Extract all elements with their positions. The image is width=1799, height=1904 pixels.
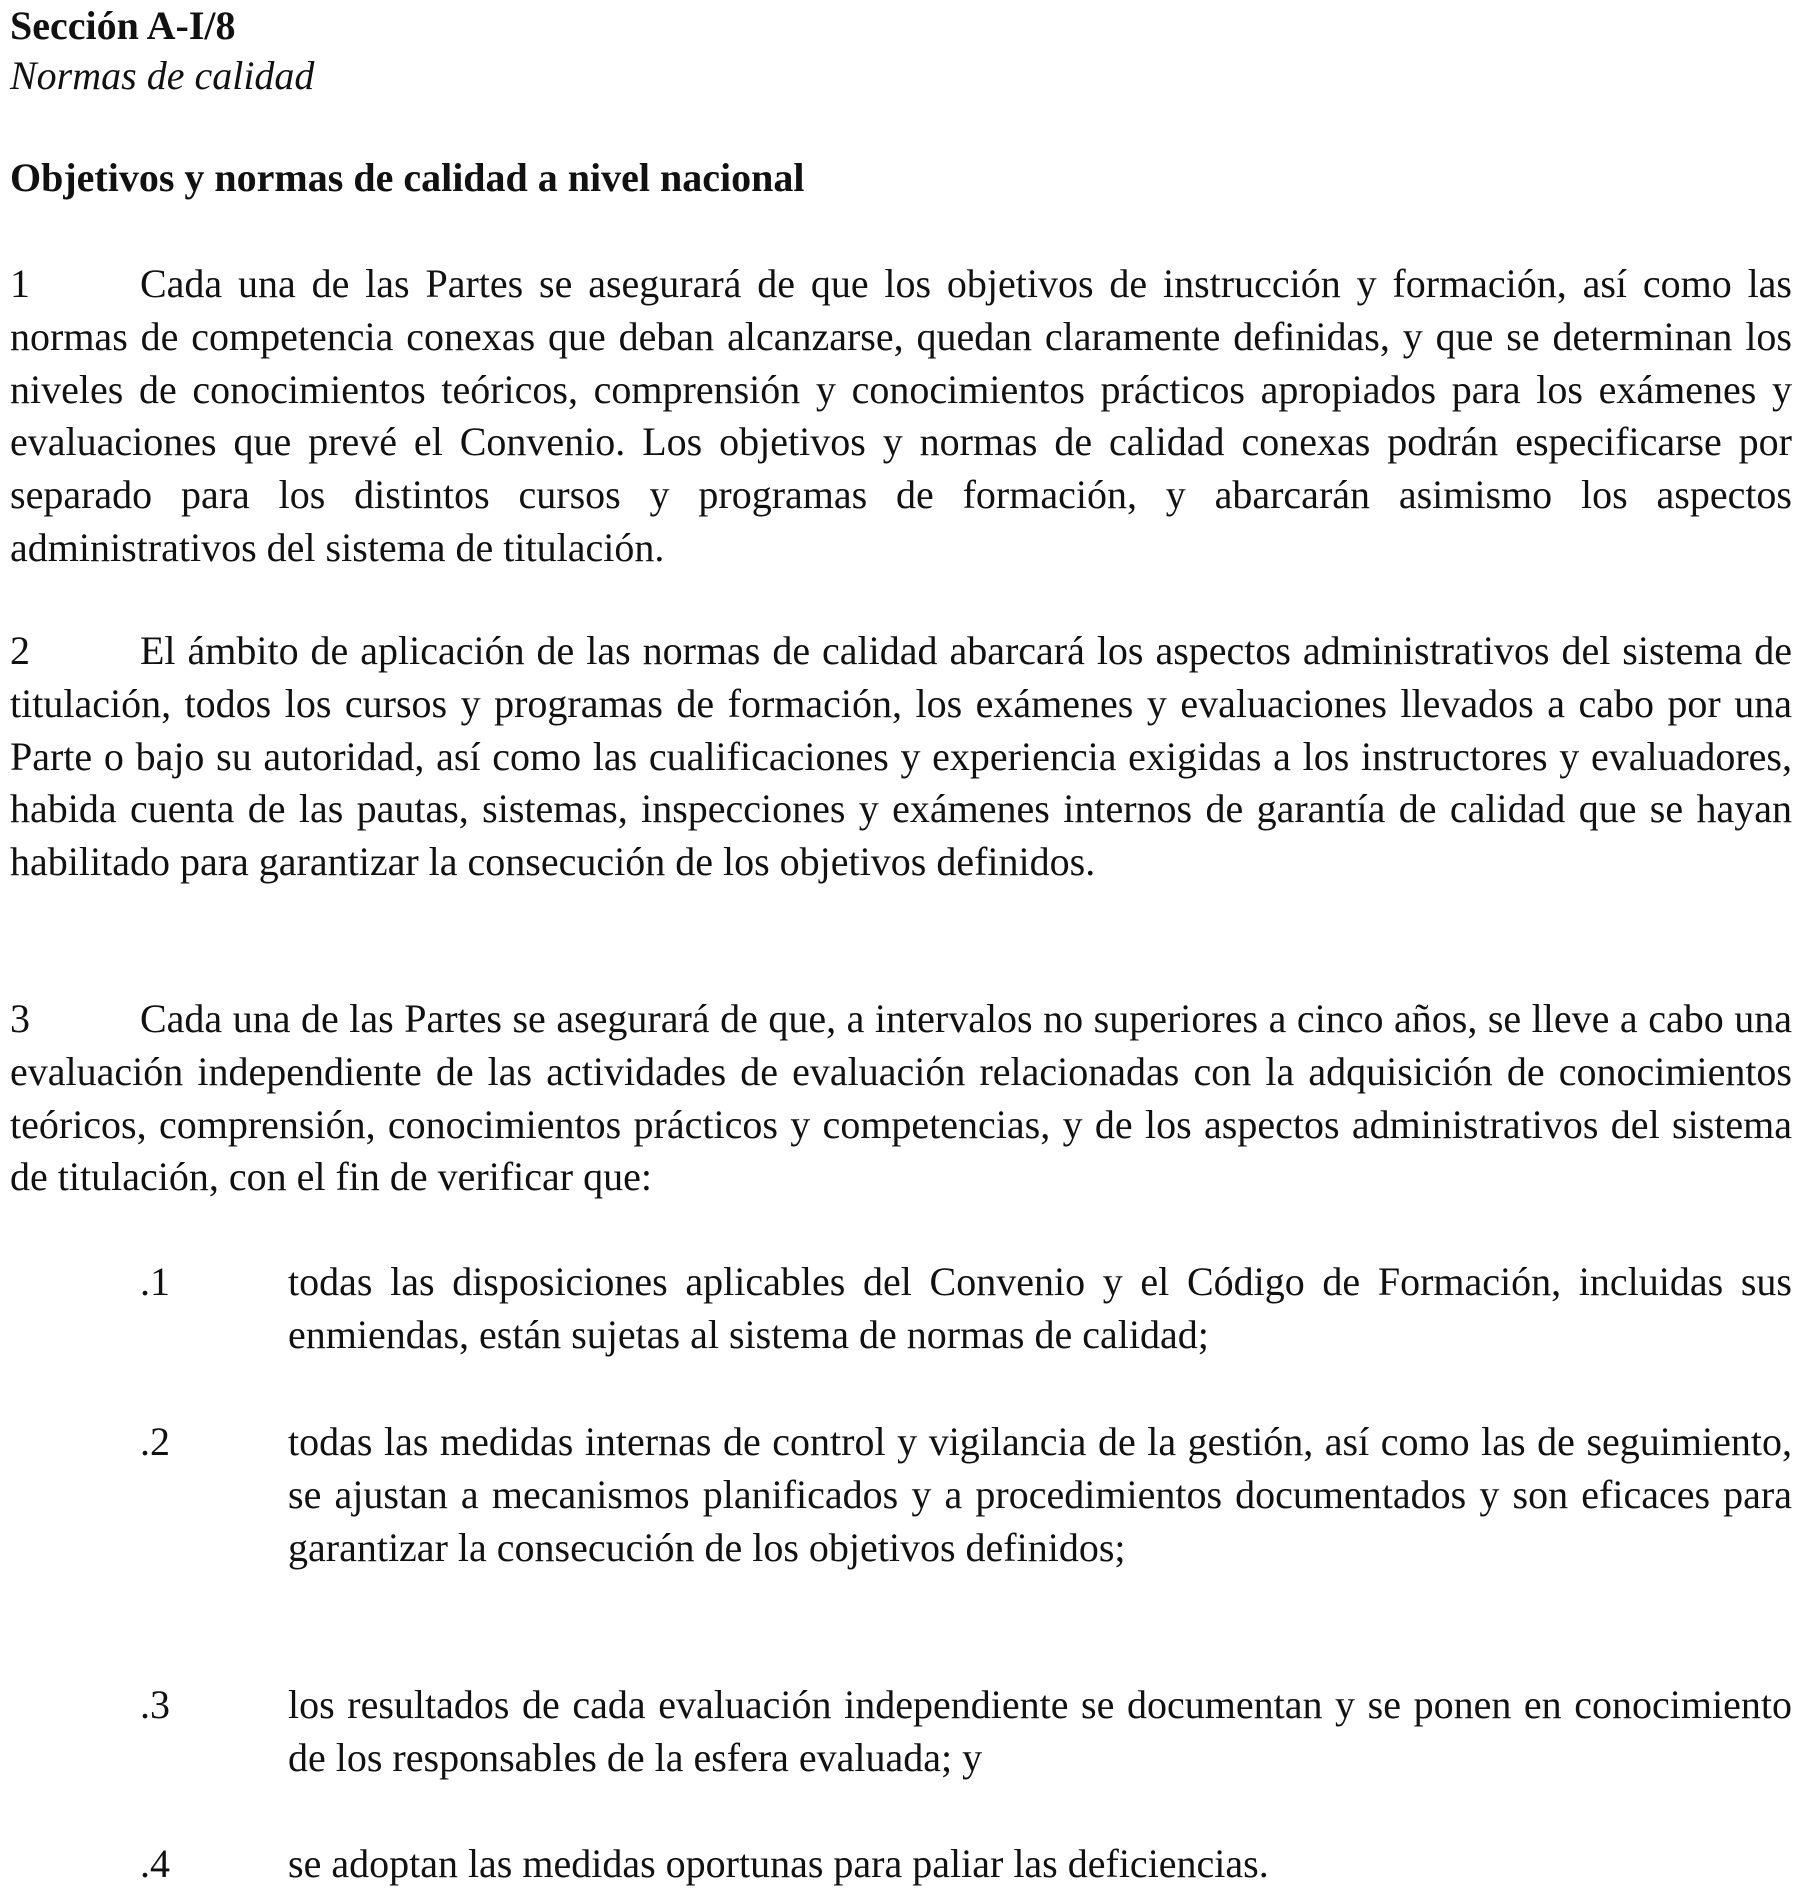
list-item-text: todas las medidas internas de control y vigilancia de la gestión, así como las de seguimiento, se ajustan a mecanismos planificados y a procedimientos documentados y son eficaces para garantizar la consecución de los objetivos definidos; — [288, 1419, 1792, 1570]
paragraph-number: 3 — [10, 996, 30, 1041]
paragraph-text: Cada una de las Partes se asegurará de que, a intervalos no superiores a cinco años, se lleve a cabo una evaluación independiente de las actividades de evaluación relacionadas con la adquisición de conocimientos teóricos, comprensión, conocimientos prácticos y competencias, y de los aspectos administrativos del sistema de titulación, con el fin de verificar que: — [10, 996, 1792, 1200]
list-item-4 — [140, 1838, 1792, 1891]
heading: Objetivos y normas de calidad a nivel nacional — [10, 155, 805, 200]
list-item-number: .4 — [140, 1841, 170, 1886]
list-item-number: .2 — [140, 1419, 170, 1464]
paragraph-text: El ámbito de aplicación de las normas de calidad abarcará los aspectos administrativos del sistema de titulación, todos los cursos y programas de formación, los exámenes y evaluaciones llevados a cabo por una Parte o bajo su autoridad, así como las cualificaciones y experiencia exigidas a los instructores y evaluadores, habida cuenta de las pautas, sistemas, inspecciones y exámenes internos de garantía de calidad que se hayan habilitado para garantizar la consecución de los objetivos definidos. — [10, 628, 1792, 885]
paragraph-1 — [10, 258, 1792, 575]
list-item-text: se adoptan las medidas oportunas para paliar las deficiencias. — [288, 1841, 1269, 1886]
list-item-text: los resultados de cada evaluación independiente se documentan y se ponen en conocimiento de los responsables de la esfera evaluada; y — [288, 1682, 1792, 1780]
list-item-3 — [140, 1679, 1792, 1785]
list-item-1 — [140, 1256, 1792, 1362]
list-item-number: .1 — [140, 1259, 170, 1304]
paragraph-number: 2 — [10, 628, 30, 673]
section-title: Sección A-I/8 — [10, 3, 236, 48]
paragraph-text: Cada una de las Partes se asegurará de que los objetivos de instrucción y formación, así como las normas de competencia conexas que deban alcanzarse, quedan claramente definidas, y que se determinan los niveles de conocimientos teóricos, comprensión y conocimientos prácticos apropiados para los exámenes y evaluaciones que prevé el Convenio. Los objetivos y normas de calidad conexas podrán especificarse por separado para los distintos cursos y programas de formación, y abarcarán asimismo los aspectos administrativos del sistema de titulación. — [10, 261, 1792, 570]
section-subtitle: Normas de calidad — [10, 53, 315, 98]
list-item-2 — [140, 1416, 1792, 1574]
paragraph-3 — [10, 993, 1792, 1204]
list-item-number: .3 — [140, 1682, 170, 1727]
list-item-text: todas las disposiciones aplicables del Convenio y el Código de Formación, incluidas sus enmiendas, están sujetas al sistema de normas de calidad; — [288, 1259, 1792, 1357]
paragraph-number: 1 — [10, 261, 30, 306]
paragraph-2 — [10, 625, 1792, 889]
